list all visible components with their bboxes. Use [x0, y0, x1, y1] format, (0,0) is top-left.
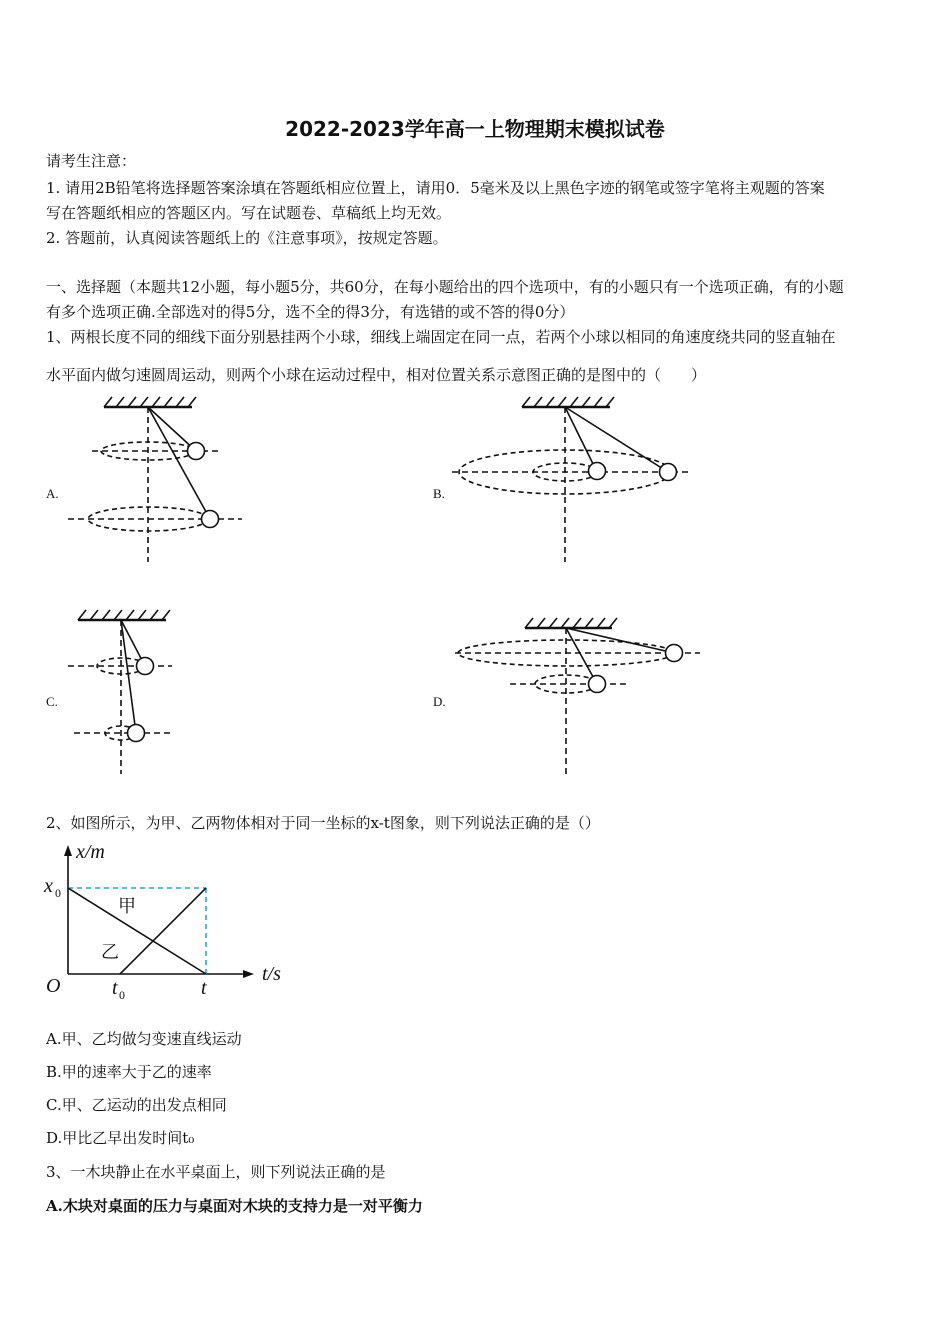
question-3-stem: 3、一木块静止在水平桌面上，则下列说法正确的是 — [46, 1163, 386, 1181]
svg-text:甲: 甲 — [118, 896, 136, 917]
question-2-option-c: C.甲、乙运动的出发点相同 — [46, 1096, 227, 1114]
page-title: 2022-2023学年高一上物理期末模拟试卷 — [285, 117, 665, 141]
section-intro-line-2: 有多个选项正确.全部选对的得5分，选不全的得3分，有选错的或不答的得0分） — [46, 303, 575, 321]
svg-text:t: t — [201, 977, 207, 999]
svg-text:0: 0 — [119, 988, 125, 1002]
question-3-option-a: A.木块对桌面的压力与桌面对木块的支持力是一对平衡力 — [46, 1197, 423, 1215]
diagram-d — [455, 618, 700, 774]
section-intro-line-1: 一、选择题（本题共12小题，每小题5分，共60分，在每小题给出的四个选项中，有的小题只有一个选项正确，有的小题 — [46, 278, 844, 296]
notice-heading: 请考生注意： — [46, 152, 137, 170]
question-2-option-d: D.甲比乙早出发时间t₀ — [46, 1129, 195, 1147]
x-axis-arrow — [243, 970, 254, 978]
notice-item-1-line-1: 1. 请用2B铅笔将选择题答案涂填在答题纸相应位置上，请用0．5毫米及以上黑色字迹的钢笔或签字笔将主观题的答案 — [46, 179, 825, 197]
svg-text:x: x — [44, 875, 53, 897]
question-1-option-d-label: D. — [433, 694, 446, 709]
svg-text:t: t — [112, 977, 118, 999]
diagram-a — [68, 397, 242, 562]
question-1-stem-line-1: 1、两根长度不同的细线下面分别悬挂两个小球，细线上端固定在同一点，若两个小球以相同的角速度绕共同的竖直轴在 — [46, 328, 836, 346]
question-1-option-a-label: A. — [46, 486, 59, 501]
svg-text:0: 0 — [55, 886, 61, 900]
diagram-c — [68, 610, 172, 774]
notice-item-1-line-2: 写在答题纸相应的答题区内。写在试题卷、草稿纸上均无效。 — [46, 204, 452, 222]
series-yi-line — [120, 888, 206, 974]
svg-text:t/s: t/s — [262, 963, 281, 985]
series-jia-line — [68, 888, 206, 974]
svg-text:乙: 乙 — [101, 942, 119, 963]
notice-item-2: 2. 答题前，认真阅读答题纸上的《注意事项》，按规定答题。 — [46, 229, 448, 247]
question-2-stem: 2、如图所示，为甲、乙两物体相对于同一坐标的x-t图象，则下列说法正确的是（） — [46, 814, 600, 832]
question-1-option-c-label: C. — [46, 694, 58, 709]
svg-text:x/m: x/m — [76, 841, 105, 863]
question-2-option-b: B.甲的速率大于乙的速率 — [46, 1063, 212, 1081]
question-1-option-b-label: B. — [433, 486, 445, 501]
y-axis-arrow — [64, 845, 72, 856]
diagram-b — [452, 397, 692, 562]
question-2-option-a: A.甲、乙均做匀变速直线运动 — [46, 1030, 242, 1048]
question-1-stem-line-2: 水平面内做匀速圆周运动，则两个小球在运动过程中，相对位置关系示意图正确的是图中的（ ） — [46, 366, 707, 384]
svg-text:O: O — [46, 975, 61, 997]
